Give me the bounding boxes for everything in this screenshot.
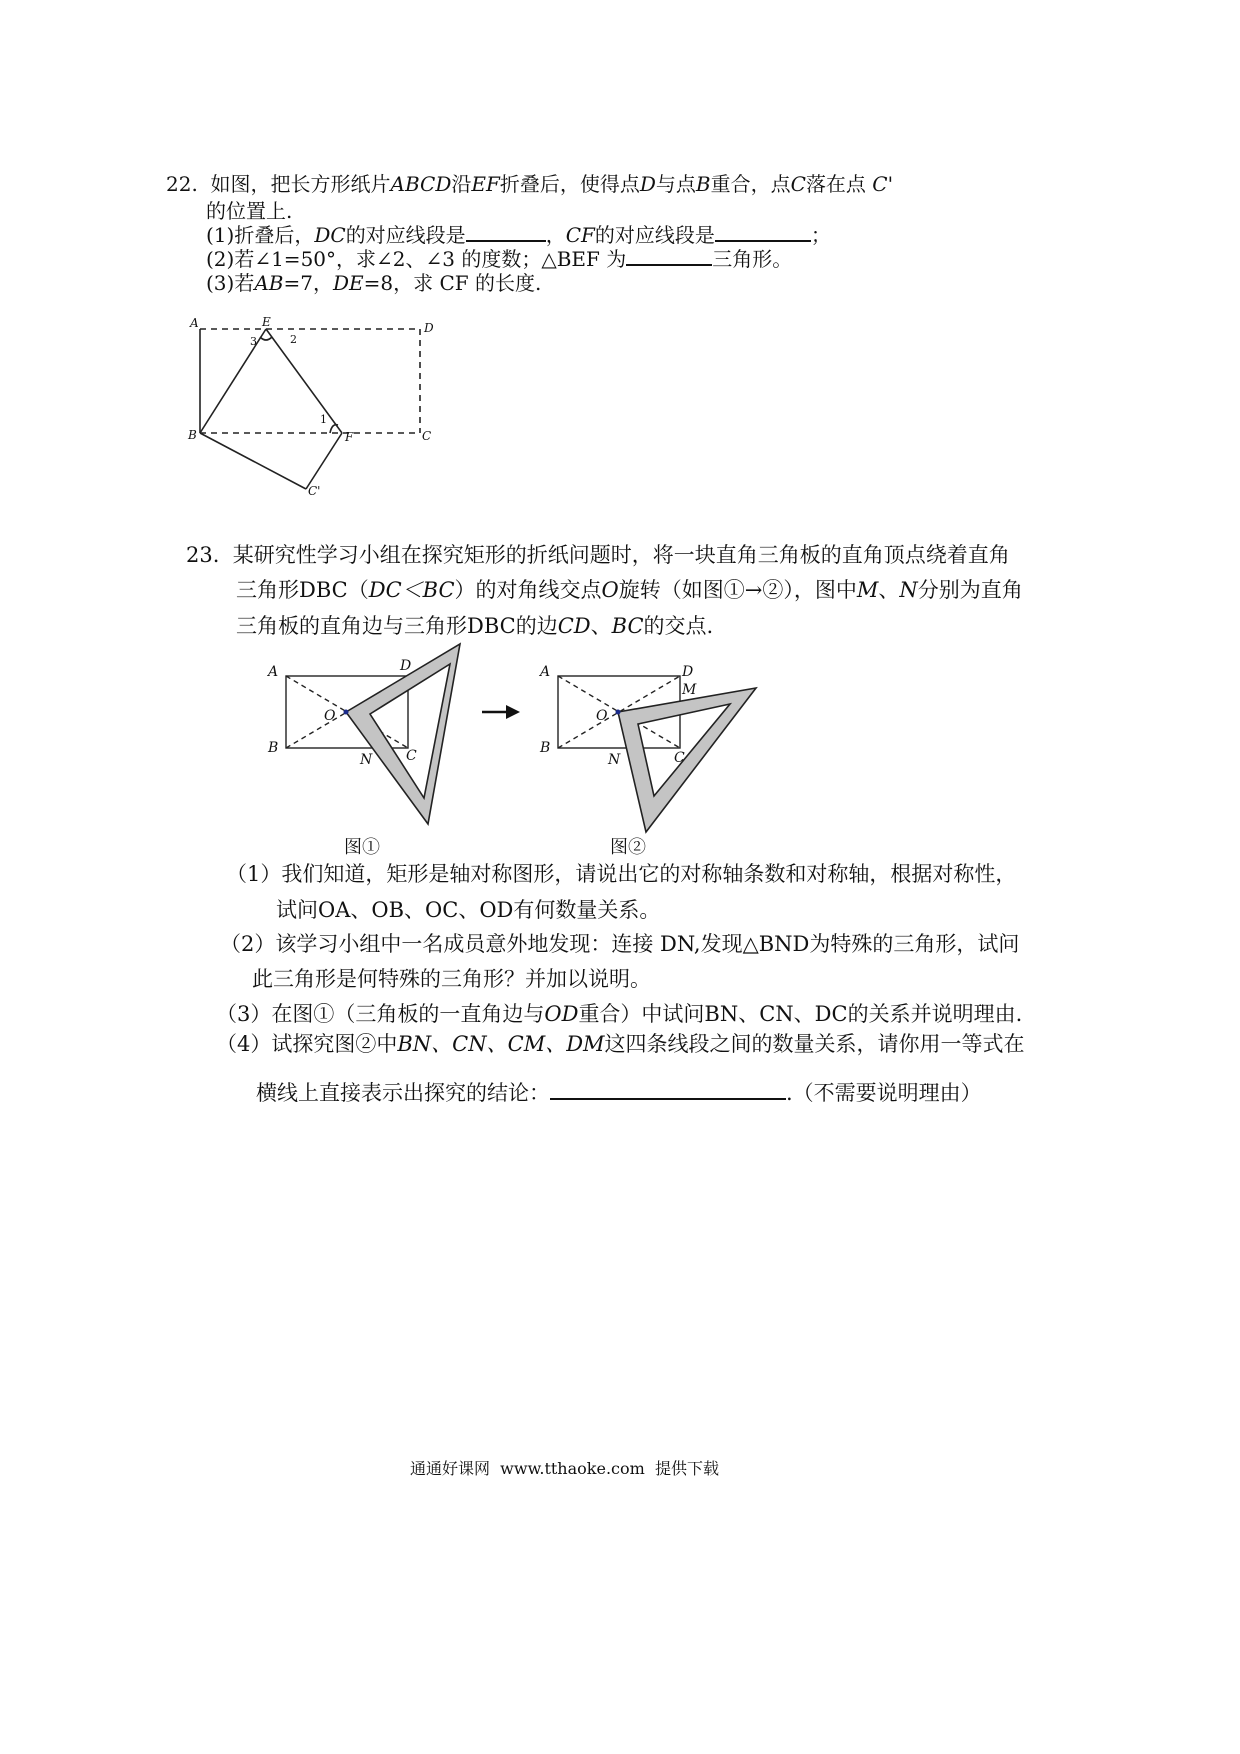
fig2-label-B: B — [540, 740, 551, 756]
q23-stem-line2 — [236, 576, 1023, 604]
answer-blank[interactable] — [466, 220, 546, 242]
q23-figure-1 — [262, 640, 472, 840]
answer-blank[interactable] — [715, 220, 811, 242]
fig2-label-N: N — [608, 752, 621, 768]
fig2-label-D: D — [682, 664, 694, 680]
q22-part1-text: ； — [810, 223, 831, 247]
q22-part2-text: (2)若∠1=50°，求∠2、∠3 的度数；△BEF 为 — [206, 247, 627, 271]
q23-part4-text: 这四条线段之间的数量关系，请你用一等式在 — [604, 1032, 1025, 1056]
answer-blank[interactable] — [550, 1078, 786, 1100]
q22-part1-text: ， — [545, 223, 566, 247]
q22-point-d: D — [639, 172, 656, 196]
label-C: C — [422, 429, 432, 443]
q22-point-cprime: C' — [872, 172, 894, 196]
q23-part2-line1: （2）该学习小组中一名成员意外地发现：连接 DN,发现△BND为特殊的三角形，试问 — [220, 932, 1020, 956]
fig2-set-square — [618, 688, 756, 832]
q23-stem-text: 三角形DBC（ — [236, 578, 369, 602]
arrow-right-icon — [480, 700, 522, 724]
q23-dc-lt-bc: DC＜BC — [368, 578, 455, 602]
q23-part1-line2: 试问OA、OB、OC、OD有何数量关系。 — [276, 898, 661, 922]
q22-part3-text: (3)若 — [206, 271, 255, 295]
q23-bc: BC — [611, 614, 644, 638]
q23-figure-2 — [534, 640, 764, 840]
q22-cf: CF — [565, 223, 595, 247]
fig1-label-N: N — [360, 752, 373, 768]
q22-stem-text: 如图，把长方形纸片 — [210, 172, 391, 196]
q22-folding-figure — [180, 315, 460, 500]
q23-part4-text: （4）试探究图②中 — [216, 1032, 398, 1056]
q22-part3 — [206, 269, 541, 297]
fig1-point-o — [344, 710, 349, 715]
q23-stem-line1 — [186, 541, 1010, 569]
q23-part4-line2 — [256, 1078, 982, 1107]
q22-part1-text: 的对应线段是 — [594, 223, 715, 247]
fig1-label-O: O — [324, 708, 336, 724]
fig2-point-o — [616, 710, 621, 715]
q23-stem-text: ）的对角线交点 — [454, 578, 602, 602]
q22-ab: AB — [254, 271, 284, 295]
fig2-label-O: O — [596, 708, 608, 724]
q23-part4-line1 — [216, 1030, 1025, 1058]
q22-part3-text: =7， — [283, 271, 333, 295]
q22-point-c: C — [790, 172, 806, 196]
label-D: D — [424, 321, 434, 335]
q23-stem-text: 三角板的直角边与三角形DBC的边 — [236, 614, 558, 638]
label-angle-3: 3 — [250, 335, 257, 348]
label-B: B — [188, 428, 197, 442]
q23-stem-text: 分别为直角 — [917, 578, 1023, 602]
label-F: F — [345, 430, 354, 444]
q22-abcd: ABCD — [390, 172, 452, 196]
angle-mark-e — [260, 337, 272, 340]
q22-stem-line1 — [166, 170, 893, 198]
label-E: E — [262, 315, 271, 329]
q22-part2-text: 三角形。 — [712, 247, 793, 271]
q23-part3-text: （3）在图①（三角板的一直角边与 — [216, 1002, 545, 1026]
q23-stem-text: 、 — [878, 578, 900, 602]
q22-part1-text: (1)折叠后， — [206, 223, 315, 247]
q22-dc: DC — [314, 223, 346, 247]
fig1-label-A: A — [268, 664, 279, 680]
fig2-label-C: C — [674, 750, 685, 766]
q23-stem-line3 — [236, 612, 713, 640]
label-angle-2: 2 — [290, 333, 297, 346]
q22-de: DE — [332, 271, 364, 295]
fig2-label-M: M — [682, 682, 697, 698]
q23-point-n: N — [899, 578, 918, 602]
page-footer: 通通好课网 www.tthaoke.com 提供下载 — [410, 1459, 719, 1478]
fig2-label-A: A — [540, 664, 551, 680]
label-Cprime: C' — [308, 484, 321, 498]
q23-point-o: O — [601, 578, 619, 602]
q22-stem-text: 折叠后，使得点 — [499, 172, 640, 196]
q23-stem-text: 、 — [590, 614, 612, 638]
fig-edge-cprimef — [306, 433, 342, 489]
figure-2-caption: 图② — [610, 837, 646, 858]
q22-ef: EF — [471, 172, 500, 196]
q23-part1-line1: （1）我们知道，矩形是轴对称图形，请说出它的对称轴条数和对称轴，根据对称性， — [226, 862, 1017, 886]
q23-part3 — [216, 1000, 1022, 1028]
q23-part3-text: 重合）中试问BN、CN、DC的关系并说明理由. — [578, 1002, 1023, 1026]
q23-od: OD — [544, 1002, 579, 1026]
q22-stem-text: 沿 — [451, 172, 472, 196]
figure-1-caption: 图① — [344, 837, 380, 858]
q22-stem-text: 重合，点 — [710, 172, 791, 196]
fig1-label-D: D — [400, 658, 412, 674]
q22-part3-text: =8，求 CF 的长度. — [363, 271, 542, 295]
q23-stem-text: 旋转（如图①→②），图中 — [618, 578, 857, 602]
answer-blank[interactable] — [626, 244, 712, 266]
q23-cd: CD — [557, 614, 591, 638]
q22-part1-text: 的对应线段是 — [345, 223, 466, 247]
q22-stem-text: 落在点 — [805, 172, 866, 196]
fig1-label-B: B — [268, 740, 279, 756]
q22-stem-text: 与点 — [655, 172, 696, 196]
label-A: A — [190, 316, 199, 330]
q22-number: 22. — [166, 172, 198, 196]
q23-number: 23. — [186, 543, 220, 567]
q23-stem-text: 的交点. — [643, 614, 714, 638]
q23-stem-text: 某研究性学习小组在探究矩形的折纸问题时，将一块直角三角板的直角顶点绕着直角 — [232, 543, 1010, 567]
fig-edge-bcprime — [200, 433, 306, 489]
q23-part2-line2: 此三角形是何特殊的三角形？并加以说明。 — [252, 967, 651, 991]
q23-point-m: M — [856, 578, 879, 602]
q23-part4-text: .（不需要说明理由） — [786, 1081, 982, 1105]
label-angle-1: 1 — [320, 413, 327, 426]
q22-point-b: B — [695, 172, 711, 196]
q23-part4-text: 横线上直接表示出探究的结论： — [256, 1081, 550, 1105]
fig-edge-ef — [266, 329, 342, 433]
q22-stem-line2: 的位置上. — [206, 199, 293, 223]
fig1-label-C: C — [406, 748, 417, 764]
q23-segments: BN、CN、CM、DM — [397, 1032, 605, 1056]
